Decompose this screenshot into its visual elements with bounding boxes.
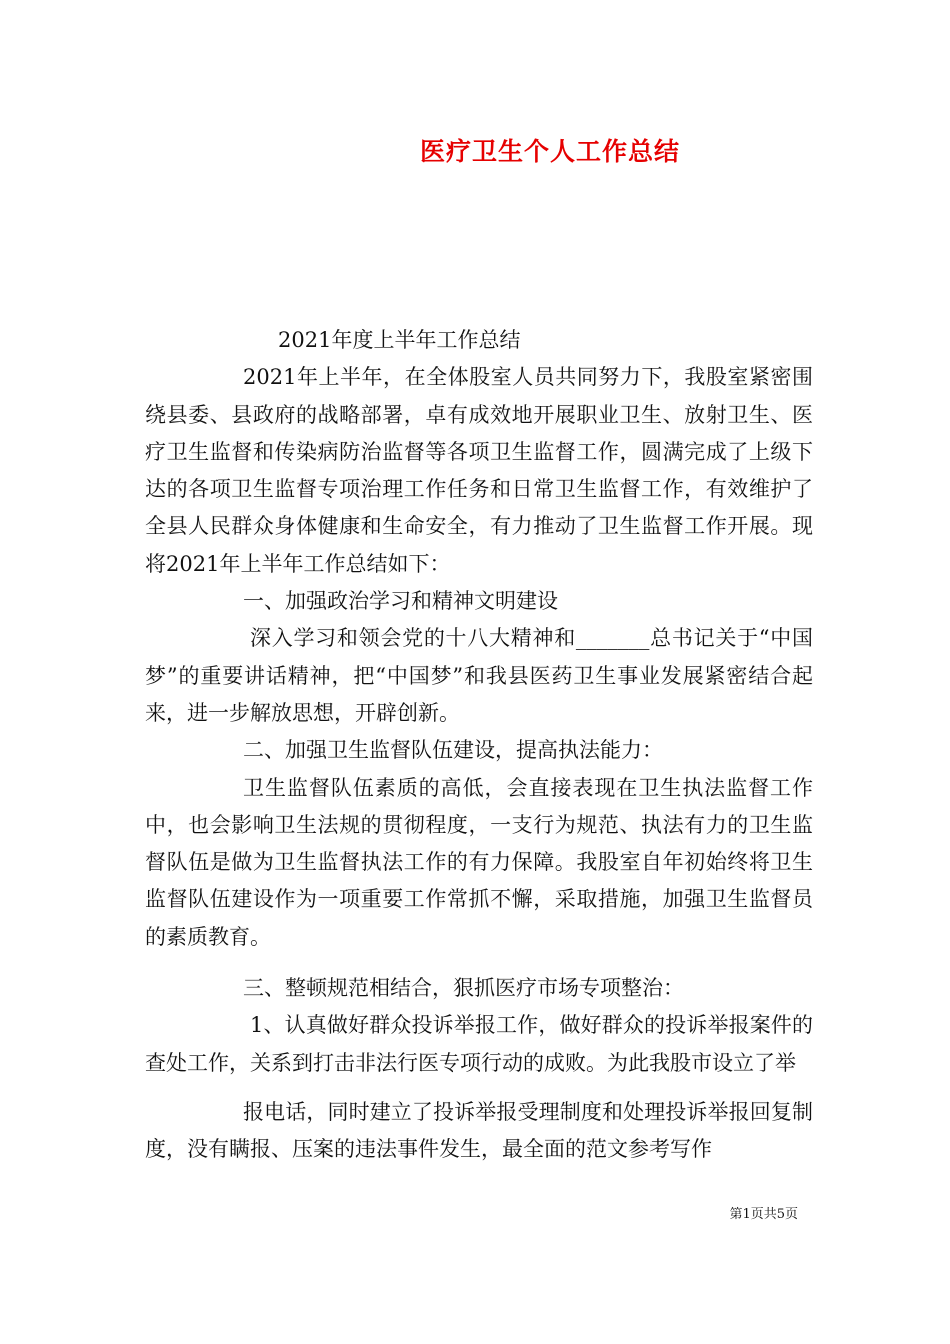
document-body — [145, 322, 813, 1169]
heading-section-1: 一、加强政治学习和精神文明建设 — [243, 589, 558, 614]
paragraph-section-3-item-1-cont: 报电话，同时建立了投诉举报受理制度和处理投诉举报回复制度，没有瞒报、压案的违法事件发生，最全面的范文参考写作 — [145, 1099, 813, 1162]
document-title: 医疗卫生个人工作总结 — [419, 137, 680, 166]
paragraph-section-2: 卫生监督队伍素质的高低，会直接表现在卫生执法监督工作中，也会影响卫生法规的贯彻程度，一支行为规范、执法有力的卫生监督队伍是做为卫生监督执法工作的有力保障。我股室自年初始终将卫生监督队伍建设作为一项重要工作常抓不懈，采取措施，加强卫生监督员的素质教育。 — [145, 775, 813, 949]
spacer — [145, 1082, 813, 1094]
heading-section-3: 三、整顿规范相结合，狠抓医疗市场专项整治： — [243, 976, 684, 1001]
heading-section-2: 二、加强卫生监督队伍建设，提高执法能力： — [243, 738, 663, 763]
paragraph-intro: 2021年上半年，在全体股室人员共同努力下，我股室紧密围绕县委、县政府的战略部署，卓有成效地开展职业卫生、放射卫生、医疗卫生监督和传染病防治监督等各项卫生监督工作，圆满完成了上级下达的各项卫生监督专项治理工作任务和日常卫生监督工作，有效维护了全县人民群众身体健康和生命安全，有力推动了卫生监督工作开展。现将2021年上半年工作总结如下： — [145, 365, 813, 576]
paragraph-section-3-item-1: 1、认真做好群众投诉举报工作，做好群众的投诉举报案件的查处工作，关系到打击非法行医专项行动的成败。为此我股市设立了举 — [145, 1013, 813, 1075]
page-footer: 第1页共5页 — [729, 1207, 798, 1222]
spacer — [145, 956, 813, 970]
paragraph-section-1: 深入学习和领会党的十八大精神和_______总书记关于“中国梦”的重要讲话精神，把“中国梦”和我县医药卫生事业发展紧密结合起来，进一步解放思想，开辟创新。 — [145, 626, 813, 725]
paragraph-subtitle: 2021年度上半年工作总结 — [278, 328, 521, 352]
